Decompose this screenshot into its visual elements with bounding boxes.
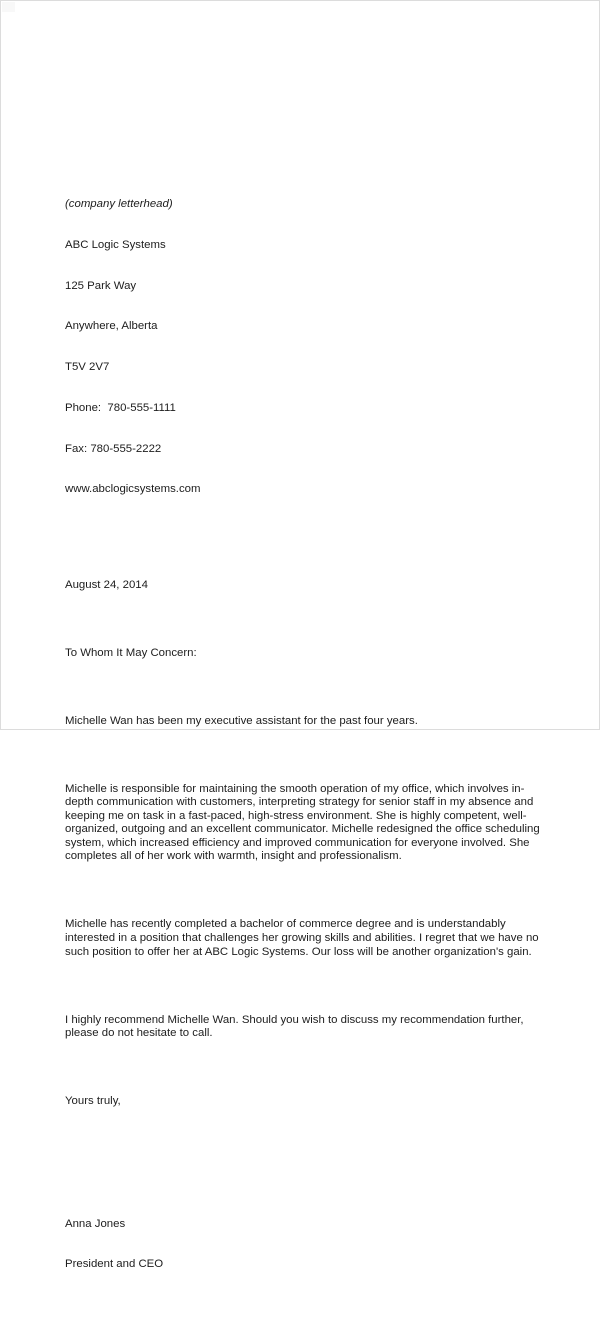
intro-line: Michelle Wan has been my executive assistant for the past four years. xyxy=(65,714,418,727)
letterhead xyxy=(65,171,585,524)
company-city: Anywhere, Alberta xyxy=(65,320,158,333)
company-street: 125 Park Way xyxy=(65,279,137,292)
company-phone: Phone: 780-555-1111 xyxy=(65,401,176,414)
company-website: www.abclogicsystems.com xyxy=(65,483,201,496)
company-fax: Fax: 780-555-2222 xyxy=(65,442,162,455)
body-paragraph-1: Michelle is responsible for maintaining the smooth operation of my office, which involves in- depth communication with customers, interpreting strategy for senior staff in my absence and keeping me on task in a fast-paced, high-stress environment. She is highly competent, well- organized, outgoing and an excellent communicator. Michelle redesigned the office scheduling system, which increased efficiency and improved communication for everyone involved. She completes all of her work with warmth, insight and professionalism. xyxy=(65,782,540,863)
company-name: ABC Logic Systems xyxy=(65,238,166,251)
letterhead-note: (company letterhead) xyxy=(65,197,173,210)
body-paragraph-3: I highly recommend Michelle Wan. Should you wish to discuss my recommendation further, please do not hesitate to call. xyxy=(65,1013,524,1040)
signer-title: President and CEO xyxy=(65,1258,164,1271)
closing: Yours truly, xyxy=(65,1095,121,1108)
body-paragraph-2: Michelle has recently completed a bachelor of commerce degree and is understandably interested in a position that challenges her growing skills and abilities. I regret that we have no such position to offer her at ABC Logic Systems. Our loss will be another organization's gain. xyxy=(65,918,539,958)
company-postal-code: T5V 2V7 xyxy=(65,361,110,374)
letter-date: August 24, 2014 xyxy=(65,578,148,591)
scan-artifact xyxy=(2,2,15,12)
signature-block xyxy=(65,1190,585,1299)
signer-name: Anna Jones xyxy=(65,1217,126,1230)
salutation: To Whom It May Concern: xyxy=(65,646,197,659)
letter-content xyxy=(65,130,585,1340)
